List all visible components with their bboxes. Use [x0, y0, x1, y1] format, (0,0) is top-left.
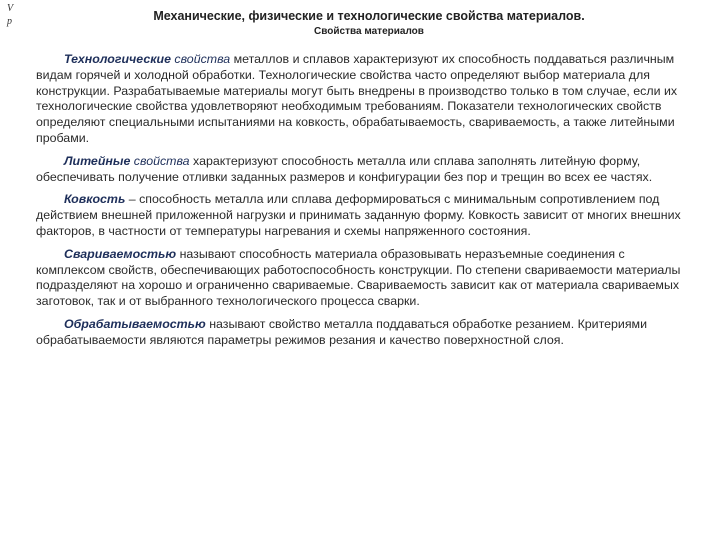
paragraph-machinability [36, 317, 688, 349]
corner-letter-p: p [7, 16, 12, 27]
term-machinability: Обрабатываемостью [64, 316, 206, 331]
paragraph-casting [36, 154, 688, 186]
term-technological-suffix: свойства [170, 52, 231, 66]
paragraph-text: называют способность материала образовывать неразъемные соединения с комплексом свойств, обеспечивающих работоспособность конструкции. По степени свариваемости материалы подразделяют на хорошо и ограниченно свариваемые. Свариваемость зависит как от материала свариваемых заготовок, так и от выбранного технологического процесса сварки. [36, 246, 681, 309]
paragraph-text: металлов и сплавов характеризуют их способность поддаваться различным видам горячей и холодной обработки. Технологические свойства часто определяют выбор материала для конструкции. Разрабатываемые материалы могут быть внедрены в производство только в том случае, если их технологические свойства удовлетворяют необходимым требованиям. Показатели технологических свойств определяют специальными испытаниями на ковкость, обрабатываемость, свариваемость, а также литейными пробами. [36, 52, 678, 145]
paragraph-text: характеризуют способность металла или сплава заполнять литейную форму, обеспечивать получение отливки заданных размеров и конфигурации без пор и трещин во всех ее частях. [36, 153, 653, 184]
term-casting-suffix: свойства [130, 153, 190, 168]
page-title: Механические, физические и технологические свойства материалов. [153, 9, 585, 23]
page-subtitle: Свойства материалов [314, 26, 424, 37]
paragraph-technological [36, 52, 688, 147]
term-casting: Литейные [64, 153, 131, 168]
term-technological: Технологические [64, 52, 171, 66]
paragraph-weldability [36, 247, 688, 310]
corner-letter-v: V [7, 3, 14, 14]
term-weldability: Свариваемостью [64, 246, 177, 261]
paragraph-malleability [36, 192, 688, 239]
term-malleability: Ковкость [64, 192, 126, 207]
paragraph-text: – способность металла или сплава деформироваться с минимальным сопротивлением под действием внешней приложенной нагрузки и принимать заданную форму. Ковкость зависит от многих внешних факторов, в частности от температуры нагревания и схемы напряженного состояния. [36, 192, 681, 238]
document-body [36, 52, 688, 356]
paragraph-text: называют свойство металла поддаваться обработке резанием. Критериями обрабатываемости являются параметры режимов резания и качество поверхностной слоя. [36, 316, 647, 347]
